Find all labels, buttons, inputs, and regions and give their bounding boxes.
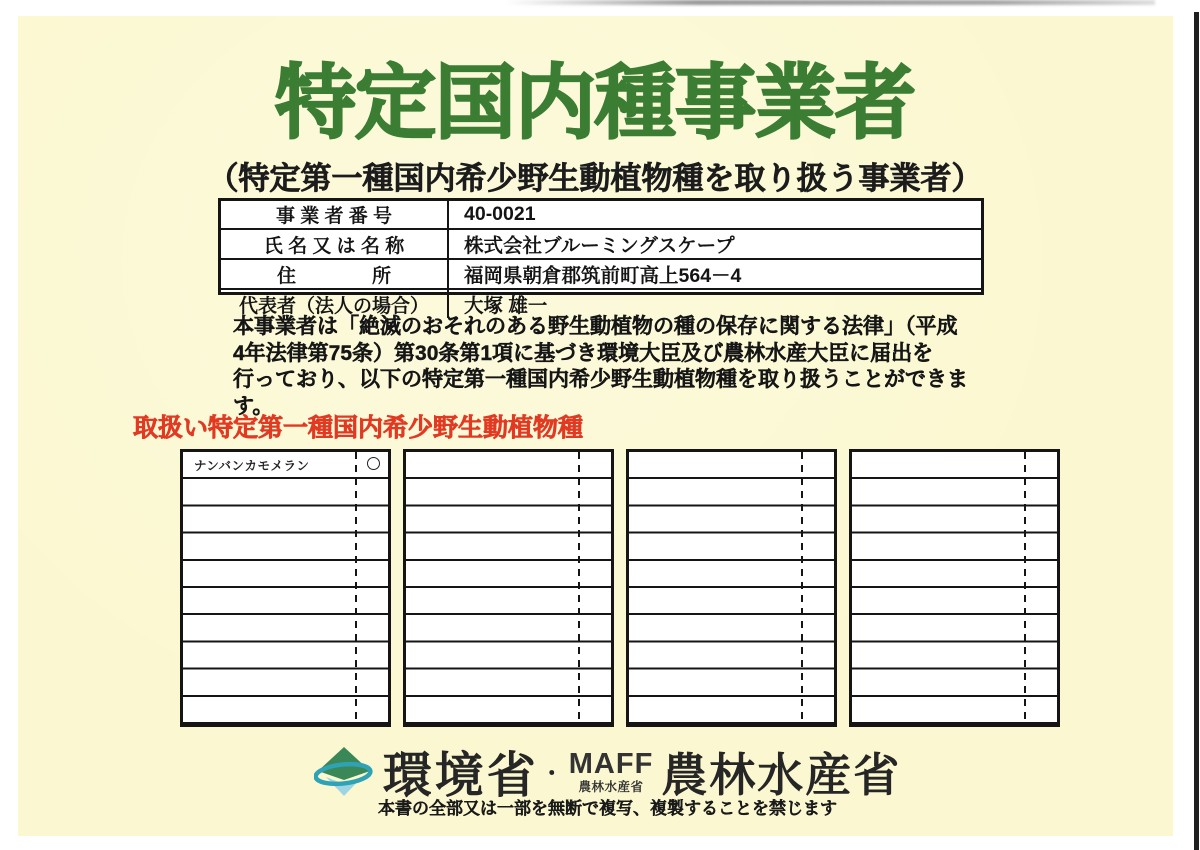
species-table-3-dashed-divider (801, 452, 803, 724)
table-row-business-number (221, 201, 981, 228)
species-table-2 (403, 449, 614, 727)
table-row-address (221, 258, 981, 288)
dot-separator: ・ (540, 760, 563, 786)
table-row-name (221, 228, 981, 258)
document-subtitle: （特定第一種国内希少野生動植物種を取り扱う事業者） (207, 161, 983, 196)
name-label: 氏 名 又 は 名 称 (221, 230, 449, 258)
business-info-table (218, 198, 984, 317)
species-name: ナンバンカモメラン (194, 458, 310, 473)
business-number-value: 40-0021 (464, 203, 536, 225)
ministry-of-environment-logo-icon (314, 746, 373, 799)
legal-notice-paragraph (233, 314, 981, 420)
address-value: 福岡県朝倉郡筑前町高上564－4 (464, 265, 742, 287)
representative-value: 大塚 雄一 (464, 295, 548, 317)
copy-prohibition-notice: 本書の全部又は一部を無断で複写、複製することを禁じます (378, 799, 837, 818)
moe-name-text: 環境省 (382, 749, 539, 803)
business-number-label: 事 業 者 番 号 (221, 201, 449, 228)
maff-logo-block (568, 748, 654, 795)
legal-notice-line-1: 本事業者は「絶滅のおそれのある野生動植物の種の保存に関する法律」（平成 (233, 315, 958, 338)
species-list-heading: 取扱い特定第一種国内希少野生動植物種 (133, 414, 584, 442)
name-value: 株式会社ブルーミングスケープ (464, 235, 735, 257)
species-mark-circle (367, 457, 380, 470)
legal-notice-line-2: 4年法律第75条）第30条第1項に基づき環境大臣及び農林水産大臣に届出を (233, 341, 934, 365)
maff-small-text: 農林水産省 (578, 780, 644, 794)
document-title: 特定国内種事業者 (274, 59, 915, 149)
scan-edge-line-artifact (1194, 12, 1199, 850)
legal-notice-line-3: 行っており、以下の特定第一種国内希少野生動植物種を取り扱うことができます。 (233, 368, 968, 418)
scan-smudge-artifact (505, 0, 1155, 5)
species-table-1-dashed-divider (355, 452, 357, 724)
maff-name-text: 農林水産省 (661, 749, 902, 801)
address-label: 住 所 (221, 260, 449, 288)
representative-label: 代表者（法人の場合） (221, 290, 449, 318)
species-entry-row (183, 452, 388, 477)
species-table-3 (626, 449, 837, 727)
species-table-4-dashed-divider (1024, 452, 1026, 724)
species-table-1 (180, 449, 391, 727)
maff-acronym-text: MAFF (568, 748, 654, 780)
species-table-4 (849, 449, 1060, 727)
species-table-2-dashed-divider (578, 452, 580, 724)
